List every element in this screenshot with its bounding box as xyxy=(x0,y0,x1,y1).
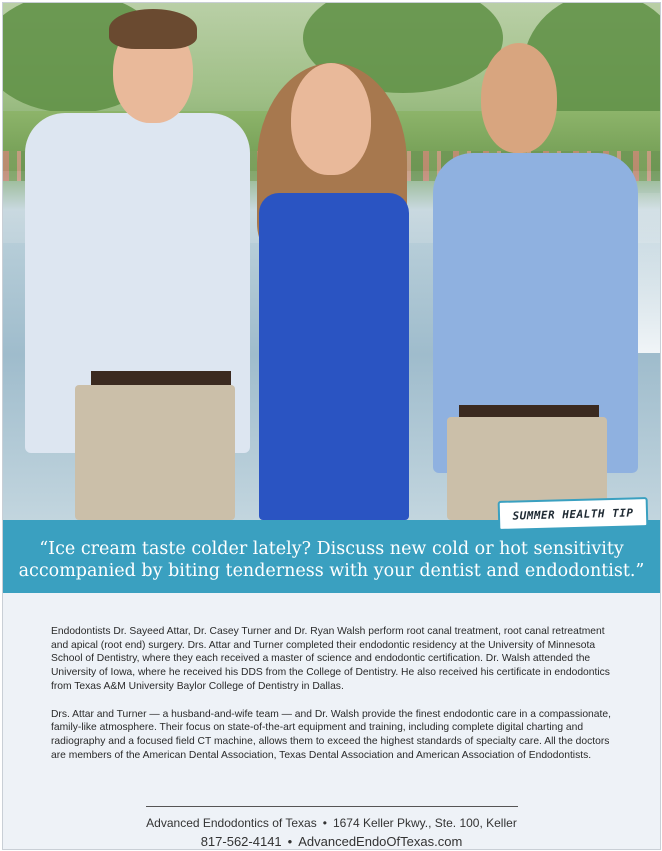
footer-address-line xyxy=(3,816,660,830)
footer-divider xyxy=(146,806,518,807)
doctors-photo xyxy=(3,3,660,523)
separator-dot: • xyxy=(287,834,293,849)
body-text xyxy=(51,625,611,776)
badge-label: SUMMER HEALTH TIP xyxy=(512,505,634,523)
blue-dress xyxy=(259,193,409,520)
summer-health-tip-badge xyxy=(498,497,649,531)
pants xyxy=(75,385,235,520)
footer-contact-line xyxy=(3,834,660,849)
face xyxy=(291,63,371,175)
website-link[interactable]: AdvancedEndoOfTexas.com xyxy=(298,834,463,849)
person-left xyxy=(25,3,250,520)
quote-banner xyxy=(3,520,660,593)
advertisement-page xyxy=(2,2,661,850)
person-center xyxy=(239,43,439,520)
belt xyxy=(91,371,231,385)
practice-name: Advanced Endodontics of Texas xyxy=(146,816,317,830)
phone-number[interactable]: 817-562-4141 xyxy=(200,834,282,849)
quote-line-2: accompanied by biting tenderness with your dentist and endodontist.” xyxy=(18,560,645,581)
practice-address: 1674 Keller Pkwy., Ste. 100, Keller xyxy=(332,816,517,830)
paragraph-practice: Drs. Attar and Turner — a husband-and-wife team — and Dr. Walsh provide the finest endodontic care in a compassionate, family-like atmosphere. Their focus on state-of-the-art equipment and training, including complete digital charting and radiography and a focused field CT machine, allows them to exceed the highest standards of specialty care. All the doctors are members of the American Dental Association, Texas Dental Association and American Association of Endodontists. xyxy=(51,708,611,761)
quote-line-1: “Ice cream taste colder lately? Discuss new cold or hot sensitivity xyxy=(39,538,624,559)
separator-dot: • xyxy=(322,816,327,830)
paragraph-credentials: Endodontists Dr. Sayeed Attar, Dr. Casey Turner and Dr. Ryan Walsh perform root canal treatment, root canal retreatment and apical (root end) surgery. Drs. Attar and Turner completed their endodontic residency at the University of Minnesota School of Dentistry, where they each received a master of science and endodontic certification. Dr. Walsh attended the University of Iowa, where he received his DDS from the College of Dentistry. He also received his certificate in endodontics from Texas A&M University Baylor College of Dentistry in Dallas. xyxy=(51,626,610,692)
hair xyxy=(109,9,197,49)
person-right xyxy=(433,43,638,523)
face xyxy=(481,43,557,153)
